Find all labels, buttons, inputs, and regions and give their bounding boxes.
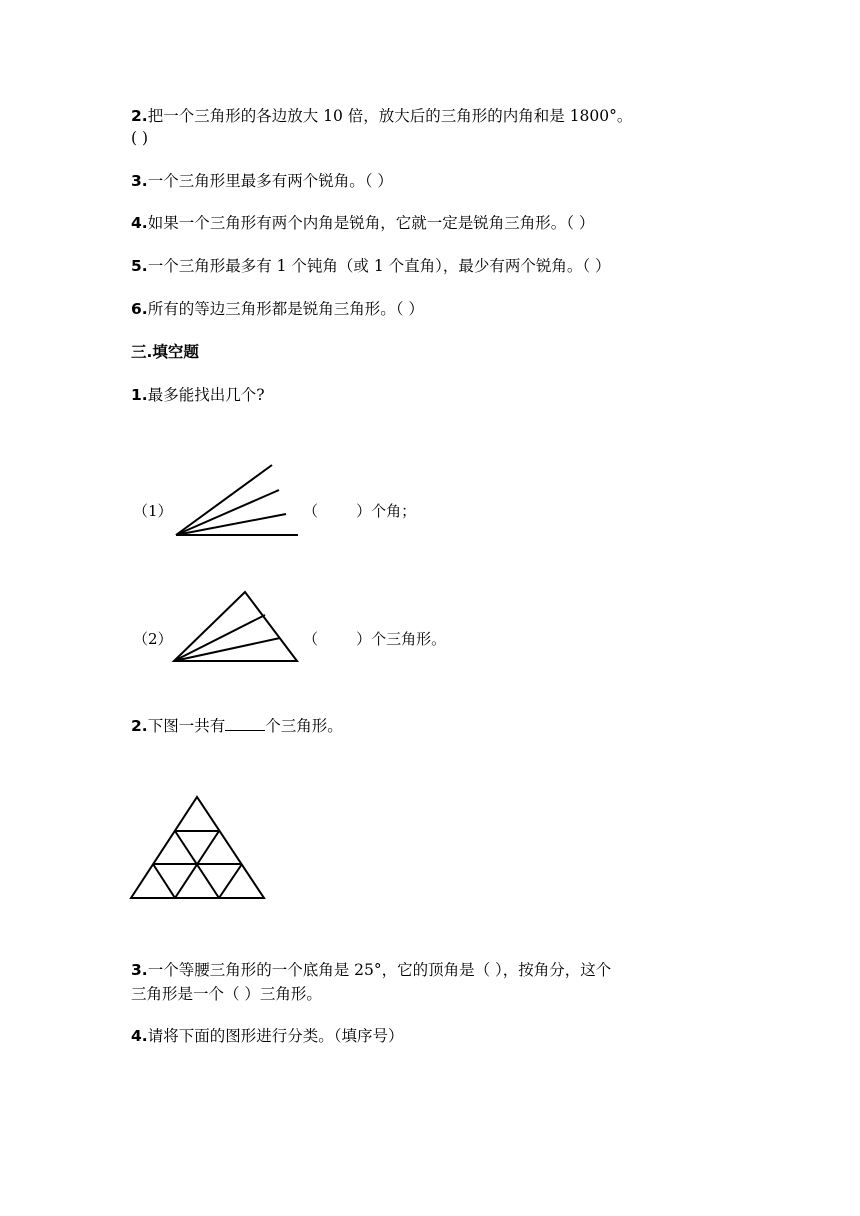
section-title: 三.填空题 bbox=[131, 343, 199, 361]
part-1-answer[interactable]: （ ）个角； bbox=[303, 502, 417, 520]
inner-segment-2 bbox=[174, 638, 280, 661]
grid-diag-3 bbox=[153, 864, 175, 898]
inner-segment-1 bbox=[174, 615, 265, 661]
rays-figure bbox=[176, 465, 298, 535]
answer-parentheses[interactable]: ( ) bbox=[131, 129, 149, 147]
part-2-answer[interactable]: （ ）个三角形。 bbox=[303, 630, 447, 648]
part-2-label: （2） bbox=[133, 630, 173, 648]
grid-diag-4 bbox=[219, 864, 242, 898]
divided-triangle-figure bbox=[174, 592, 297, 661]
fill-question-3 bbox=[131, 960, 611, 980]
triangle-grid-figure bbox=[131, 797, 264, 898]
question-text-after: 个三角形。 bbox=[265, 717, 343, 735]
fill-question-4 bbox=[131, 1026, 403, 1046]
question-text: 把一个三角形的各边放大 10 倍，放大后的三角形的内角和是 1800°。 bbox=[147, 107, 633, 125]
question-text-line-1: 一个等腰三角形的一个底角是 25°，它的顶角是（ ），按角分，这个 bbox=[147, 961, 612, 979]
question-number: 3. bbox=[131, 961, 148, 979]
question-text-line-2: 三角形是一个（ ）三角形。 bbox=[131, 985, 322, 1003]
question-number: 2. bbox=[131, 107, 148, 125]
question-text: 最多能找出几个? bbox=[147, 386, 265, 404]
question-text: 所有的等边三角形都是锐角三角形。（ ） bbox=[147, 300, 424, 318]
question-text: 一个三角形最多有 1 个钝角（或 1 个直角），最少有两个锐角。（ ） bbox=[147, 257, 611, 275]
question-text: 一个三角形里最多有两个锐角。（ ） bbox=[147, 172, 393, 190]
question-number: 6. bbox=[131, 300, 148, 318]
question-number: 1. bbox=[131, 386, 148, 404]
question-number: 5. bbox=[131, 257, 148, 275]
fill-question-2 bbox=[131, 716, 343, 736]
question-text-before: 下图一共有 bbox=[147, 717, 226, 735]
question-text: 如果一个三角形有两个内角是锐角，它就一定是锐角三角形。（ ） bbox=[147, 214, 595, 232]
question-number: 2. bbox=[131, 717, 148, 735]
ray-3 bbox=[176, 514, 286, 535]
answer-blank[interactable] bbox=[225, 716, 265, 731]
question-number: 3. bbox=[131, 172, 148, 190]
question-number: 4. bbox=[131, 214, 148, 232]
part-1-label: （1） bbox=[133, 502, 173, 520]
question-text: 请将下面的图形进行分类。（填序号） bbox=[147, 1027, 404, 1045]
question-number: 4. bbox=[131, 1027, 148, 1045]
grid-outer-triangle bbox=[131, 797, 264, 898]
